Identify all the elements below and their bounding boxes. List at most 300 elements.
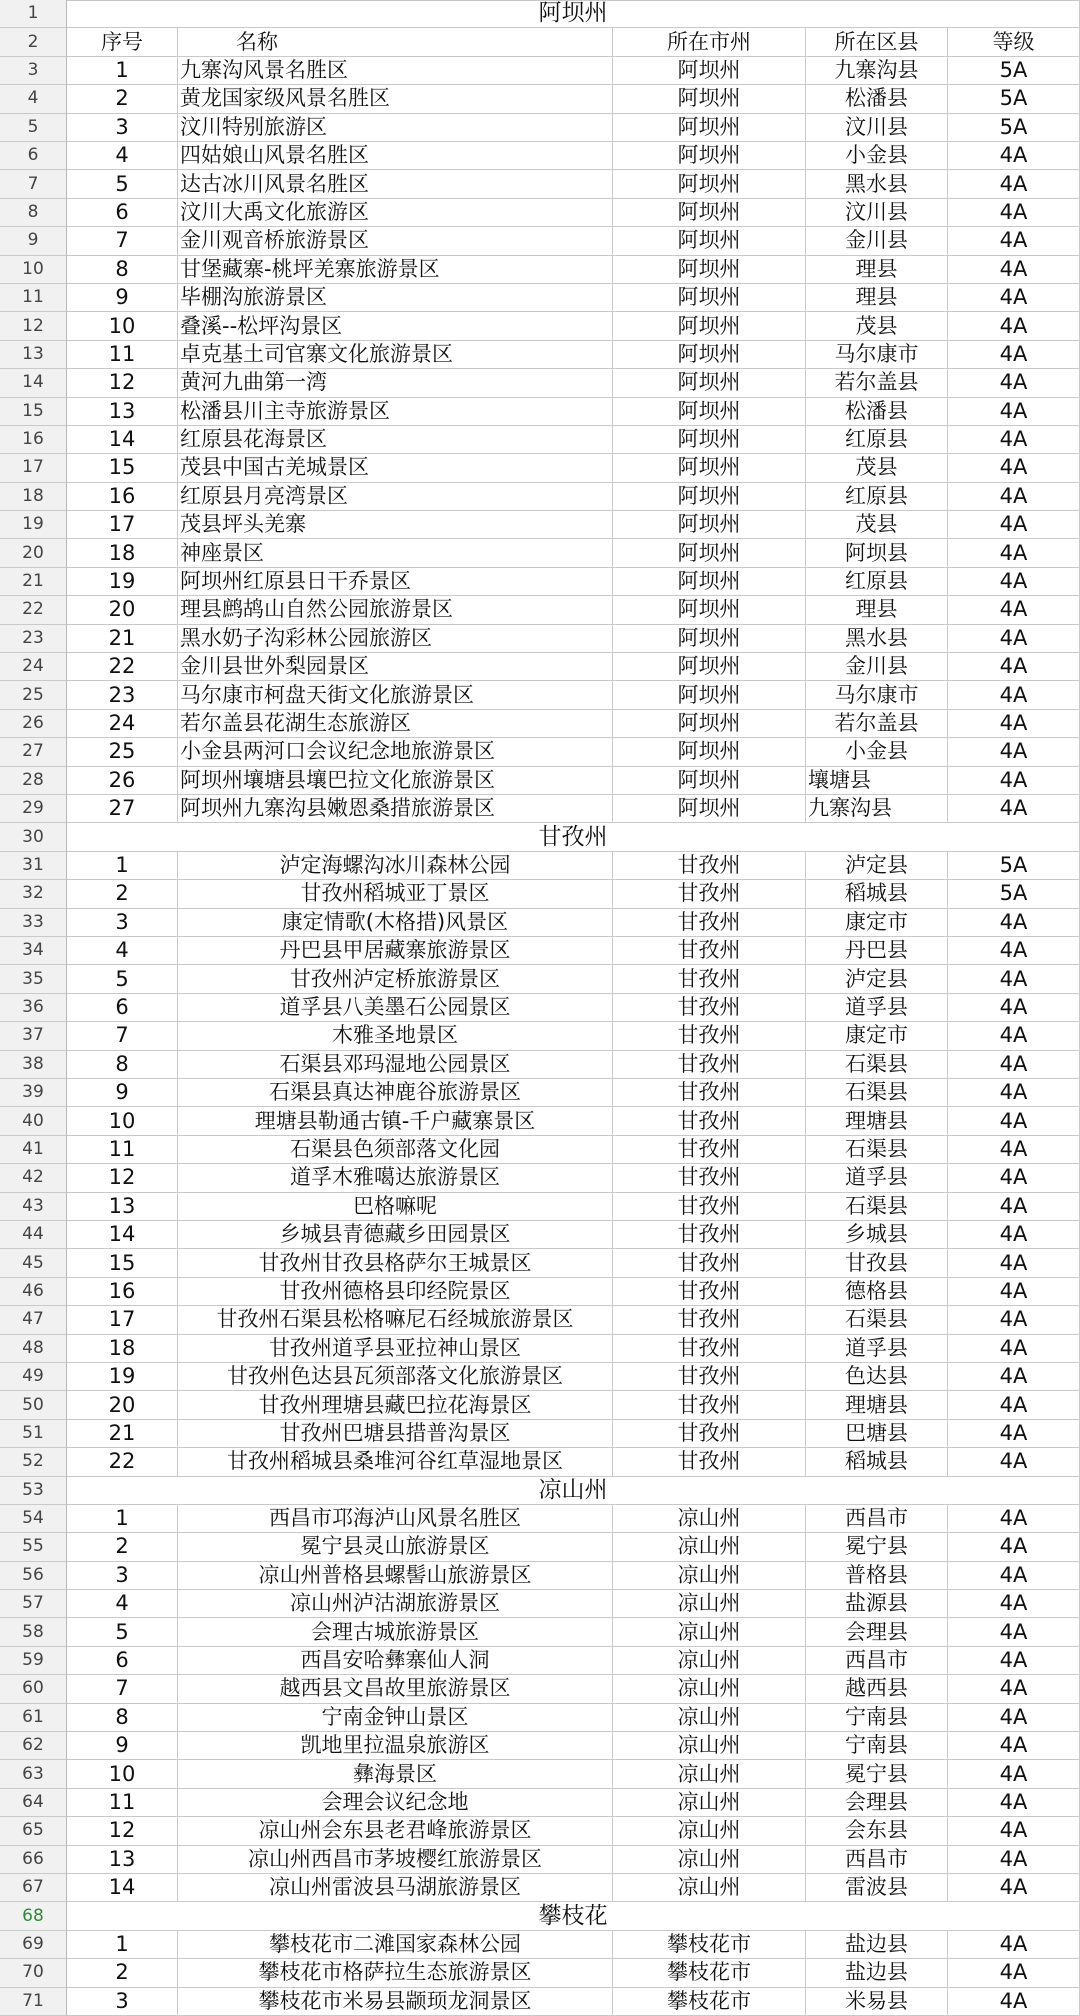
name-cell[interactable]: 四姑娘山风景名胜区 [178, 142, 613, 170]
row-number[interactable]: 32 [0, 880, 67, 908]
grade-cell[interactable]: 4A [948, 1363, 1080, 1391]
grade-cell[interactable]: 4A [948, 1391, 1080, 1419]
grade-cell[interactable]: 5A [948, 852, 1080, 880]
name-cell[interactable]: 九寨沟风景名胜区 [178, 57, 613, 85]
row-number[interactable]: 54 [0, 1505, 67, 1533]
name-cell[interactable]: 理塘县勒通古镇-千户藏寨景区 [178, 1107, 613, 1135]
seq-cell[interactable]: 10 [67, 1760, 178, 1788]
name-cell[interactable]: 凉山州雷波县马湖旅游景区 [178, 1874, 613, 1902]
seq-cell[interactable]: 6 [67, 994, 178, 1022]
seq-cell[interactable]: 17 [67, 1306, 178, 1334]
city-cell[interactable]: 凉山州 [613, 1675, 806, 1703]
row-number[interactable]: 22 [0, 596, 67, 624]
seq-cell[interactable]: 7 [67, 1675, 178, 1703]
county-cell[interactable]: 甘孜县 [806, 1249, 948, 1277]
seq-cell[interactable]: 20 [67, 596, 178, 624]
name-cell[interactable]: 毕棚沟旅游景区 [178, 284, 613, 312]
city-cell[interactable]: 阿坝州 [613, 227, 806, 255]
name-cell[interactable]: 汶川大禹文化旅游区 [178, 199, 613, 227]
grade-cell[interactable]: 4A [948, 426, 1080, 454]
row-number[interactable]: 50 [0, 1391, 67, 1419]
grade-cell[interactable]: 4A [948, 398, 1080, 426]
name-cell[interactable]: 甘孜州道孚县亚拉神山景区 [178, 1335, 613, 1363]
city-cell[interactable]: 阿坝州 [613, 738, 806, 766]
row-number[interactable]: 40 [0, 1107, 67, 1135]
county-cell[interactable]: 红原县 [806, 568, 948, 596]
row-number[interactable]: 12 [0, 312, 67, 340]
seq-cell[interactable]: 24 [67, 710, 178, 738]
name-cell[interactable]: 攀枝花市格萨拉生态旅游景区 [178, 1959, 613, 1987]
seq-cell[interactable]: 12 [67, 1164, 178, 1192]
row-number[interactable]: 59 [0, 1647, 67, 1675]
seq-cell[interactable]: 10 [67, 1107, 178, 1135]
city-cell[interactable]: 甘孜州 [613, 1079, 806, 1107]
name-cell[interactable]: 凉山州普格县螺髻山旅游景区 [178, 1562, 613, 1590]
grade-cell[interactable]: 5A [948, 57, 1080, 85]
row-number[interactable]: 25 [0, 681, 67, 709]
city-cell[interactable]: 阿坝州 [613, 454, 806, 482]
seq-cell[interactable]: 7 [67, 227, 178, 255]
grade-cell[interactable]: 4A [948, 1249, 1080, 1277]
seq-cell[interactable]: 4 [67, 937, 178, 965]
seq-cell[interactable]: 4 [67, 1590, 178, 1618]
grade-cell[interactable]: 4A [948, 369, 1080, 397]
county-cell[interactable]: 米易县 [806, 1988, 948, 2016]
name-cell[interactable]: 康定情歌(木格措)风景区 [178, 909, 613, 937]
city-cell[interactable]: 阿坝州 [613, 341, 806, 369]
name-cell[interactable]: 若尔盖县花湖生态旅游区 [178, 710, 613, 738]
county-cell[interactable]: 壤塘县 [806, 767, 948, 795]
row-number[interactable]: 24 [0, 653, 67, 681]
seq-cell[interactable]: 1 [67, 1505, 178, 1533]
name-cell[interactable]: 茂县坪头羌寨 [178, 511, 613, 539]
row-number[interactable]: 52 [0, 1448, 67, 1476]
row-number[interactable]: 58 [0, 1618, 67, 1646]
seq-cell[interactable]: 13 [67, 1193, 178, 1221]
name-cell[interactable]: 甘孜州甘孜县格萨尔王城景区 [178, 1249, 613, 1277]
city-cell[interactable]: 甘孜州 [613, 1051, 806, 1079]
row-number[interactable]: 35 [0, 965, 67, 993]
row-number[interactable]: 49 [0, 1363, 67, 1391]
county-cell[interactable]: 黑水县 [806, 170, 948, 198]
row-number[interactable]: 16 [0, 426, 67, 454]
seq-cell[interactable]: 2 [67, 1533, 178, 1561]
grade-cell[interactable]: 4A [948, 341, 1080, 369]
name-cell[interactable]: 乡城县青德藏乡田园景区 [178, 1221, 613, 1249]
grade-cell[interactable]: 4A [948, 227, 1080, 255]
county-cell[interactable]: 石渠县 [806, 1306, 948, 1334]
row-number[interactable]: 60 [0, 1675, 67, 1703]
seq-cell[interactable]: 23 [67, 681, 178, 709]
county-cell[interactable]: 巴塘县 [806, 1420, 948, 1448]
row-number[interactable]: 14 [0, 369, 67, 397]
city-cell[interactable]: 阿坝州 [613, 539, 806, 567]
city-cell[interactable]: 阿坝州 [613, 625, 806, 653]
grade-cell[interactable]: 4A [948, 170, 1080, 198]
seq-cell[interactable]: 2 [67, 1959, 178, 1987]
city-cell[interactable]: 凉山州 [613, 1590, 806, 1618]
row-number[interactable]: 36 [0, 994, 67, 1022]
city-cell[interactable]: 甘孜州 [613, 1022, 806, 1050]
city-cell[interactable]: 凉山州 [613, 1732, 806, 1760]
grade-cell[interactable]: 4A [948, 1704, 1080, 1732]
grade-cell[interactable]: 4A [948, 1959, 1080, 1987]
seq-cell[interactable]: 21 [67, 625, 178, 653]
name-cell[interactable]: 石渠县邓玛湿地公园景区 [178, 1051, 613, 1079]
county-cell[interactable]: 理塘县 [806, 1107, 948, 1135]
county-cell[interactable]: 金川县 [806, 227, 948, 255]
city-cell[interactable]: 甘孜州 [613, 1193, 806, 1221]
grade-cell[interactable]: 4A [948, 1988, 1080, 2016]
county-cell[interactable]: 盐边县 [806, 1931, 948, 1959]
row-number[interactable]: 15 [0, 398, 67, 426]
grade-cell[interactable]: 4A [948, 1335, 1080, 1363]
city-cell[interactable]: 阿坝州 [613, 256, 806, 284]
county-cell[interactable]: 松潘县 [806, 398, 948, 426]
grade-cell[interactable]: 4A [948, 1618, 1080, 1646]
grade-cell[interactable]: 4A [948, 1590, 1080, 1618]
row-number[interactable]: 26 [0, 710, 67, 738]
name-cell[interactable]: 红原县花海景区 [178, 426, 613, 454]
city-cell[interactable]: 阿坝州 [613, 142, 806, 170]
name-cell[interactable]: 神座景区 [178, 539, 613, 567]
grade-cell[interactable]: 4A [948, 199, 1080, 227]
row-number[interactable]: 69 [0, 1931, 67, 1959]
name-cell[interactable]: 小金县两河口会议纪念地旅游景区 [178, 738, 613, 766]
row-number[interactable]: 67 [0, 1874, 67, 1902]
row-number[interactable]: 57 [0, 1590, 67, 1618]
seq-cell[interactable]: 8 [67, 1051, 178, 1079]
seq-cell[interactable]: 27 [67, 795, 178, 823]
grade-cell[interactable]: 4A [948, 965, 1080, 993]
city-cell[interactable]: 凉山州 [613, 1533, 806, 1561]
county-cell[interactable]: 西昌市 [806, 1505, 948, 1533]
name-cell[interactable]: 甘孜州泸定桥旅游景区 [178, 965, 613, 993]
seq-cell[interactable]: 6 [67, 199, 178, 227]
name-cell[interactable]: 甘孜州巴塘县措普沟景区 [178, 1420, 613, 1448]
seq-cell[interactable]: 2 [67, 880, 178, 908]
county-cell[interactable]: 红原县 [806, 426, 948, 454]
county-cell[interactable]: 会东县 [806, 1817, 948, 1845]
grade-cell[interactable]: 4A [948, 795, 1080, 823]
grade-cell[interactable]: 4A [948, 1420, 1080, 1448]
row-number[interactable]: 64 [0, 1789, 67, 1817]
seq-cell[interactable]: 4 [67, 142, 178, 170]
seq-cell[interactable]: 18 [67, 539, 178, 567]
seq-cell[interactable]: 5 [67, 1618, 178, 1646]
row-number[interactable]: 46 [0, 1278, 67, 1306]
row-number[interactable]: 23 [0, 625, 67, 653]
grade-cell[interactable]: 4A [948, 625, 1080, 653]
seq-cell[interactable]: 5 [67, 965, 178, 993]
name-cell[interactable]: 黑水奶子沟彩林公园旅游区 [178, 625, 613, 653]
city-cell[interactable]: 甘孜州 [613, 1391, 806, 1419]
county-cell[interactable]: 泸定县 [806, 852, 948, 880]
city-cell[interactable]: 甘孜州 [613, 994, 806, 1022]
row-number[interactable]: 13 [0, 341, 67, 369]
seq-cell[interactable]: 16 [67, 1278, 178, 1306]
row-number[interactable]: 70 [0, 1959, 67, 1987]
city-cell[interactable]: 阿坝州 [613, 511, 806, 539]
name-cell[interactable]: 凉山州西昌市茅坡樱红旅游景区 [178, 1846, 613, 1874]
seq-cell[interactable]: 11 [67, 341, 178, 369]
name-cell[interactable]: 阿坝州九寨沟县嫩恩桑措旅游景区 [178, 795, 613, 823]
grade-cell[interactable]: 4A [948, 1562, 1080, 1590]
county-cell[interactable]: 冕宁县 [806, 1533, 948, 1561]
grade-cell[interactable]: 4A [948, 256, 1080, 284]
city-cell[interactable]: 阿坝州 [613, 596, 806, 624]
county-cell[interactable]: 石渠县 [806, 1051, 948, 1079]
name-cell[interactable]: 甘孜州理塘县藏巴拉花海景区 [178, 1391, 613, 1419]
row-number[interactable]: 63 [0, 1760, 67, 1788]
city-cell[interactable]: 凉山州 [613, 1618, 806, 1646]
city-cell[interactable]: 阿坝州 [613, 199, 806, 227]
grade-cell[interactable]: 4A [948, 454, 1080, 482]
city-cell[interactable]: 甘孜州 [613, 1164, 806, 1192]
city-cell[interactable]: 凉山州 [613, 1704, 806, 1732]
row-number[interactable]: 47 [0, 1306, 67, 1334]
grade-cell[interactable]: 4A [948, 653, 1080, 681]
county-cell[interactable]: 石渠县 [806, 1193, 948, 1221]
city-cell[interactable]: 凉山州 [613, 1505, 806, 1533]
county-cell[interactable]: 道孚县 [806, 1335, 948, 1363]
name-cell[interactable]: 西昌市邛海泸山风景名胜区 [178, 1505, 613, 1533]
county-cell[interactable]: 道孚县 [806, 1164, 948, 1192]
city-cell[interactable]: 甘孜州 [613, 1363, 806, 1391]
name-cell[interactable]: 叠溪--松坪沟景区 [178, 312, 613, 340]
county-cell[interactable]: 道孚县 [806, 994, 948, 1022]
seq-cell[interactable]: 7 [67, 1022, 178, 1050]
county-cell[interactable]: 德格县 [806, 1278, 948, 1306]
name-cell[interactable]: 凯地里拉温泉旅游区 [178, 1732, 613, 1760]
row-number[interactable]: 42 [0, 1164, 67, 1192]
grade-cell[interactable]: 5A [948, 880, 1080, 908]
seq-cell[interactable]: 1 [67, 57, 178, 85]
row-number[interactable]: 51 [0, 1420, 67, 1448]
city-cell[interactable]: 攀枝花市 [613, 1959, 806, 1987]
grade-cell[interactable]: 4A [948, 1846, 1080, 1874]
seq-cell[interactable]: 5 [67, 170, 178, 198]
county-cell[interactable]: 理塘县 [806, 1391, 948, 1419]
row-number[interactable]: 53 [0, 1477, 67, 1505]
grade-cell[interactable]: 4A [948, 1732, 1080, 1760]
county-cell[interactable]: 马尔康市 [806, 681, 948, 709]
header-cell-name[interactable]: 名称 [178, 28, 613, 56]
row-number[interactable]: 48 [0, 1335, 67, 1363]
grade-cell[interactable]: 4A [948, 738, 1080, 766]
row-number[interactable]: 56 [0, 1562, 67, 1590]
county-cell[interactable]: 康定市 [806, 909, 948, 937]
row-number[interactable]: 30 [0, 823, 67, 851]
seq-cell[interactable]: 9 [67, 284, 178, 312]
row-number[interactable]: 11 [0, 284, 67, 312]
grade-cell[interactable]: 4A [948, 767, 1080, 795]
grade-cell[interactable]: 4A [948, 1931, 1080, 1959]
county-cell[interactable]: 茂县 [806, 454, 948, 482]
county-cell[interactable]: 阿坝县 [806, 539, 948, 567]
city-cell[interactable]: 甘孜州 [613, 1306, 806, 1334]
city-cell[interactable]: 甘孜州 [613, 1249, 806, 1277]
city-cell[interactable]: 阿坝州 [613, 767, 806, 795]
row-number[interactable]: 62 [0, 1732, 67, 1760]
name-cell[interactable]: 凉山州会东县老君峰旅游景区 [178, 1817, 613, 1845]
grade-cell[interactable]: 4A [948, 1051, 1080, 1079]
seq-cell[interactable]: 21 [67, 1420, 178, 1448]
grade-cell[interactable]: 4A [948, 539, 1080, 567]
county-cell[interactable]: 泸定县 [806, 965, 948, 993]
row-number[interactable]: 31 [0, 852, 67, 880]
name-cell[interactable]: 甘孜州德格县印经院景区 [178, 1278, 613, 1306]
grade-cell[interactable]: 5A [948, 114, 1080, 142]
header-cell-seq[interactable]: 序号 [67, 28, 178, 56]
name-cell[interactable]: 甘堡藏寨-桃坪羌寨旅游景区 [178, 256, 613, 284]
row-number[interactable]: 61 [0, 1704, 67, 1732]
grade-cell[interactable]: 4A [948, 1647, 1080, 1675]
row-number[interactable]: 37 [0, 1022, 67, 1050]
row-number[interactable]: 9 [0, 227, 67, 255]
county-cell[interactable]: 小金县 [806, 738, 948, 766]
row-number[interactable]: 8 [0, 199, 67, 227]
name-cell[interactable]: 金川县世外梨园景区 [178, 653, 613, 681]
section-title-cell[interactable]: 阿坝州 [67, 0, 1080, 28]
name-cell[interactable]: 西昌安哈彝寨仙人洞 [178, 1647, 613, 1675]
county-cell[interactable]: 普格县 [806, 1562, 948, 1590]
city-cell[interactable]: 阿坝州 [613, 795, 806, 823]
seq-cell[interactable]: 3 [67, 1988, 178, 2016]
name-cell[interactable]: 黄河九曲第一湾 [178, 369, 613, 397]
grade-cell[interactable]: 4A [948, 142, 1080, 170]
grade-cell[interactable]: 4A [948, 1221, 1080, 1249]
section-title-cell[interactable]: 甘孜州 [67, 823, 1080, 851]
county-cell[interactable]: 小金县 [806, 142, 948, 170]
city-cell[interactable]: 攀枝花市 [613, 1988, 806, 2016]
seq-cell[interactable]: 11 [67, 1789, 178, 1817]
grade-cell[interactable]: 4A [948, 284, 1080, 312]
seq-cell[interactable]: 22 [67, 653, 178, 681]
name-cell[interactable]: 越西县文昌故里旅游景区 [178, 1675, 613, 1703]
grade-cell[interactable]: 4A [948, 1278, 1080, 1306]
seq-cell[interactable]: 3 [67, 909, 178, 937]
seq-cell[interactable]: 14 [67, 1221, 178, 1249]
county-cell[interactable]: 理县 [806, 256, 948, 284]
county-cell[interactable]: 丹巴县 [806, 937, 948, 965]
row-number[interactable]: 44 [0, 1221, 67, 1249]
grade-cell[interactable]: 4A [948, 681, 1080, 709]
name-cell[interactable]: 甘孜州色达县瓦须部落文化旅游景区 [178, 1363, 613, 1391]
grade-cell[interactable]: 4A [948, 1505, 1080, 1533]
city-cell[interactable]: 凉山州 [613, 1647, 806, 1675]
row-number[interactable]: 20 [0, 539, 67, 567]
header-cell-county[interactable]: 所在区县 [806, 28, 948, 56]
name-cell[interactable]: 凉山州泸沽湖旅游景区 [178, 1590, 613, 1618]
name-cell[interactable]: 丹巴县甲居藏寨旅游景区 [178, 937, 613, 965]
city-cell[interactable]: 甘孜州 [613, 1448, 806, 1476]
seq-cell[interactable]: 11 [67, 1136, 178, 1164]
county-cell[interactable]: 越西县 [806, 1675, 948, 1703]
name-cell[interactable]: 马尔康市柯盘天街文化旅游景区 [178, 681, 613, 709]
city-cell[interactable]: 阿坝州 [613, 483, 806, 511]
county-cell[interactable]: 会理县 [806, 1618, 948, 1646]
seq-cell[interactable]: 12 [67, 1817, 178, 1845]
seq-cell[interactable]: 18 [67, 1335, 178, 1363]
city-cell[interactable]: 甘孜州 [613, 880, 806, 908]
county-cell[interactable]: 红原县 [806, 483, 948, 511]
county-cell[interactable]: 茂县 [806, 511, 948, 539]
grade-cell[interactable]: 4A [948, 511, 1080, 539]
name-cell[interactable]: 木雅圣地景区 [178, 1022, 613, 1050]
row-number[interactable]: 33 [0, 909, 67, 937]
seq-cell[interactable]: 22 [67, 1448, 178, 1476]
grade-cell[interactable]: 4A [948, 1022, 1080, 1050]
name-cell[interactable]: 宁南金钟山景区 [178, 1704, 613, 1732]
grade-cell[interactable]: 4A [948, 994, 1080, 1022]
grade-cell[interactable]: 4A [948, 1306, 1080, 1334]
grade-cell[interactable]: 4A [948, 483, 1080, 511]
name-cell[interactable]: 卓克基土司官寨文化旅游景区 [178, 341, 613, 369]
row-number[interactable]: 34 [0, 937, 67, 965]
name-cell[interactable]: 甘孜州石渠县松格嘛尼石经城旅游景区 [178, 1306, 613, 1334]
name-cell[interactable]: 阿坝州壤塘县壤巴拉文化旅游景区 [178, 767, 613, 795]
grade-cell[interactable]: 4A [948, 312, 1080, 340]
seq-cell[interactable]: 6 [67, 1647, 178, 1675]
city-cell[interactable]: 甘孜州 [613, 1136, 806, 1164]
county-cell[interactable]: 茂县 [806, 312, 948, 340]
grade-cell[interactable]: 4A [948, 1448, 1080, 1476]
city-cell[interactable]: 阿坝州 [613, 426, 806, 454]
row-number[interactable]: 71 [0, 1988, 67, 2016]
seq-cell[interactable]: 14 [67, 1874, 178, 1902]
row-number[interactable]: 5 [0, 114, 67, 142]
seq-cell[interactable]: 26 [67, 767, 178, 795]
city-cell[interactable]: 甘孜州 [613, 1107, 806, 1135]
county-cell[interactable]: 九寨沟县 [806, 795, 948, 823]
seq-cell[interactable]: 10 [67, 312, 178, 340]
row-number[interactable]: 55 [0, 1533, 67, 1561]
grade-cell[interactable]: 4A [948, 1164, 1080, 1192]
seq-cell[interactable]: 14 [67, 426, 178, 454]
row-number[interactable]: 66 [0, 1846, 67, 1874]
row-number[interactable]: 2 [0, 28, 67, 56]
seq-cell[interactable]: 19 [67, 1363, 178, 1391]
row-number[interactable]: 39 [0, 1079, 67, 1107]
seq-cell[interactable]: 19 [67, 568, 178, 596]
county-cell[interactable]: 会理县 [806, 1789, 948, 1817]
name-cell[interactable]: 石渠县色须部落文化园 [178, 1136, 613, 1164]
city-cell[interactable]: 甘孜州 [613, 852, 806, 880]
county-cell[interactable]: 石渠县 [806, 1079, 948, 1107]
county-cell[interactable]: 九寨沟县 [806, 57, 948, 85]
seq-cell[interactable]: 9 [67, 1732, 178, 1760]
header-cell-grade[interactable]: 等级 [948, 28, 1080, 56]
grade-cell[interactable]: 4A [948, 568, 1080, 596]
grade-cell[interactable]: 4A [948, 1789, 1080, 1817]
row-number[interactable]: 18 [0, 483, 67, 511]
city-cell[interactable]: 阿坝州 [613, 398, 806, 426]
county-cell[interactable]: 若尔盖县 [806, 710, 948, 738]
county-cell[interactable]: 理县 [806, 284, 948, 312]
name-cell[interactable]: 会理古城旅游景区 [178, 1618, 613, 1646]
grade-cell[interactable]: 4A [948, 710, 1080, 738]
county-cell[interactable]: 西昌市 [806, 1846, 948, 1874]
name-cell[interactable]: 道孚木雅噶达旅游景区 [178, 1164, 613, 1192]
row-number[interactable]: 4 [0, 85, 67, 113]
grade-cell[interactable]: 4A [948, 937, 1080, 965]
seq-cell[interactable]: 16 [67, 483, 178, 511]
county-cell[interactable]: 松潘县 [806, 85, 948, 113]
seq-cell[interactable]: 1 [67, 1931, 178, 1959]
city-cell[interactable]: 甘孜州 [613, 909, 806, 937]
seq-cell[interactable]: 15 [67, 1249, 178, 1277]
